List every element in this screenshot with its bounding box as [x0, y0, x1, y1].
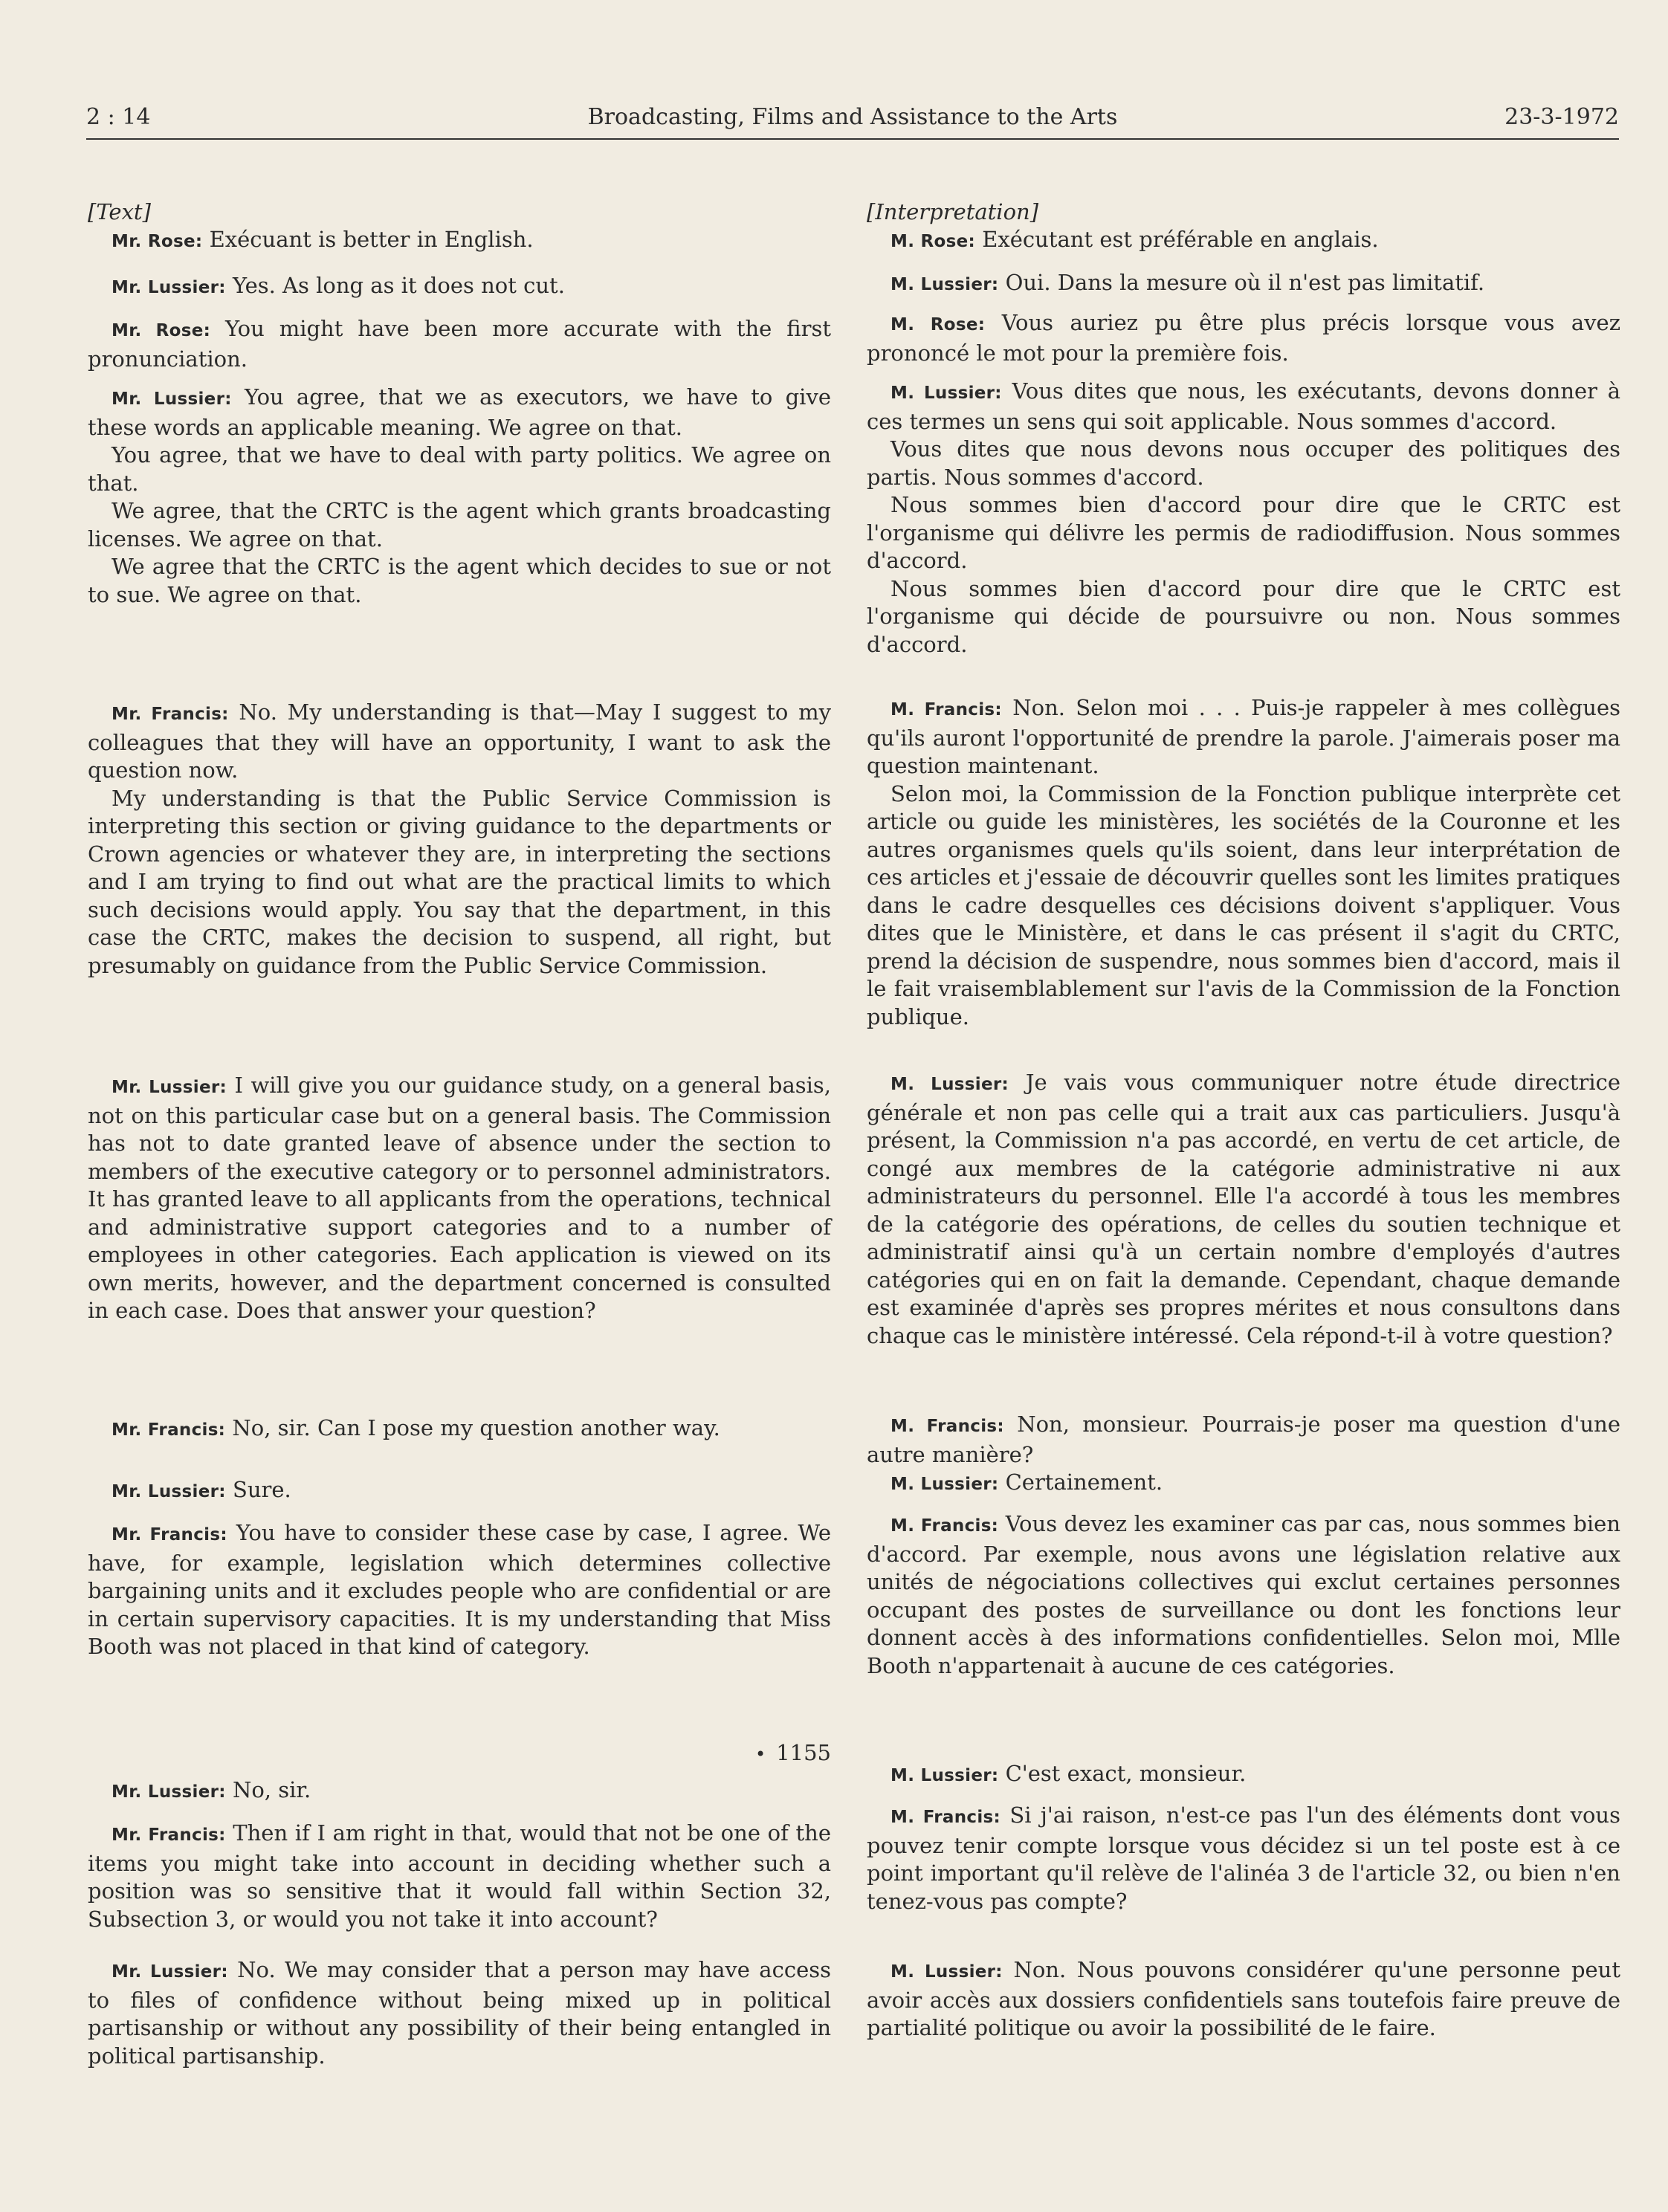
speaker-name: M. Lussier: — [890, 1766, 999, 1785]
paragraph — [88, 1776, 831, 1807]
speaker-name: M. Francis: — [890, 1417, 1004, 1436]
paragraph-text: Nous sommes bien d'accord pour dire que le CRTC est l'organisme qui délivre les permis de radiodiffusion. Nous sommes d'accord. — [867, 492, 1620, 573]
paragraph-text: C'est exact, monsieur. — [998, 1761, 1247, 1786]
paragraph-text: Certainement. — [998, 1469, 1163, 1495]
section-label: [Interpretation] — [867, 199, 1039, 224]
paragraph-text: We agree, that the CRTC is the agent which grants broadcasting licenses. We agree on that. — [88, 498, 831, 552]
paragraph — [88, 315, 831, 373]
paragraph — [867, 1469, 1620, 1499]
header-date: 23-3-1972 — [1504, 104, 1619, 130]
paragraph-text: Exécutant est préférable en anglais. — [975, 227, 1379, 252]
paragraph — [88, 1956, 831, 2070]
paragraph-text: You agree, that we as executors, we have to give these words an applicable meaning. We agree on that. — [88, 384, 831, 440]
speaker-name: Mr. Lussier: — [111, 1078, 227, 1097]
paragraph — [88, 1820, 831, 1933]
page-number: 2 : 14 — [86, 104, 151, 130]
paragraph-text: No, sir. — [225, 1777, 311, 1802]
speaker-name: Mr. Lussier: — [111, 1482, 226, 1501]
paragraph-text: Vous devez les examiner cas par cas, nous sommes bien d'accord. Par exemple, nous avons une législation relative aux unités de négociations collectives qui exclut certaines personnes occupant des postes de surveillance ou dont les fonctions leur donnent accès à des informations confidentielles. Selon moi, Mlle Booth n'appartenait à aucune de ces catégories. — [867, 1511, 1620, 1678]
paragraph-text: No. We may consider that a person may have access to files of confidence without being mixed up in political partisanship or without any possibility of their being entangled in political partisanship. — [88, 1957, 831, 2069]
paragraph-text: Si j'ai raison, n'est-ce pas l'un des éléments dont vous pouvez tenir compte lorsque vous décidez si un tel poste est à ce point important qu'il relève de l'alinéa 3 de l'article 32, ou bien n'en tenez-vous pas compte? — [867, 1802, 1620, 1914]
speaker-name: Mr. Francis: — [111, 1525, 227, 1545]
paragraph-text: You might have been more accurate with the first pronunciation. — [88, 316, 831, 372]
speaker-name: Mr. Lussier: — [111, 1782, 226, 1802]
paragraph — [88, 699, 831, 980]
paragraph — [867, 1069, 1620, 1350]
paragraph-text: Vous auriez pu être plus précis lorsque vous avez prononcé le mot pour la première fois. — [867, 310, 1620, 366]
paragraph-text: Oui. Dans la mesure où il n'est pas limitatif. — [998, 270, 1485, 295]
speaker-name: Mr. Lussier: — [111, 278, 226, 297]
paragraph — [88, 1072, 831, 1325]
speaker-name: Mr. Francis: — [111, 705, 229, 724]
paragraph — [867, 309, 1620, 367]
paragraph — [867, 694, 1620, 1031]
paragraph-text: Vous dites que nous devons nous occuper des politiques des partis. Nous sommes d'accord. — [867, 436, 1620, 490]
paragraph — [867, 378, 1620, 659]
publication-title: Broadcasting, Films and Assistance to the Arts — [587, 104, 1118, 130]
paragraph-text: My understanding is that the Public Service Commission is interpreting this section or giving guidance to the departments or Crown agencies or whatever they are, in interpreting the sections and I am trying to find out what are the practical limits to which such decisions would apply. You say that the department, in this case the CRTC, makes the decision to suspend, all right, but presumably on guidance from the Public Service Commission. — [88, 785, 831, 978]
section-label: [Text] — [88, 199, 151, 224]
paragraph-text: Je vais vous communiquer notre étude directrice générale et non pas celle qui a trait aux cas particuliers. Jusqu'à présent, la Commission n'a pas accordé, en vertu de cet article, de congé aux membres de la catégorie administrative ni aux administrateurs du personnel. Elle l'a accordé à tous les membres de la catégorie des opérations, de celles du soutien technique et administratif ainsi qu'à un certain nombre d'employés d'autres catégories qui en on fait la demande. Cependant, chaque demande est examinée d'après ses propres mérites et nous consultons dans chaque cas le ministère intéressé. Cela répond-t-il à votre question? — [867, 1070, 1620, 1348]
paragraph — [88, 384, 831, 609]
speaker-name: Mr. Lussier: — [111, 1962, 228, 1982]
paragraph — [88, 1414, 831, 1445]
speaker-name: M. Lussier: — [890, 1962, 1003, 1982]
paragraph-text: Sure. — [225, 1477, 291, 1502]
speaker-name: M. Lussier: — [890, 275, 999, 294]
paragraph-text: Exécuant is better in English. — [202, 227, 534, 252]
time-marker: • 1155 — [755, 1739, 831, 1768]
paragraph-text: Non. Nous pouvons considérer qu'une personne peut avoir accès aux dossiers confidentiels sans toutefois faire preuve de partialité politique ou avoir la possibilité de le faire. — [867, 1957, 1620, 2040]
speaker-name: M. Francis: — [890, 1516, 999, 1536]
paragraph-text: You agree, that we have to deal with party politics. We agree on that. — [88, 442, 831, 496]
paragraph-text: No. My understanding is that—May I suggest to my colleagues that they will have an opportunity, I want to ask the question now. — [88, 699, 831, 783]
paragraph — [867, 1802, 1620, 1915]
speaker-name: M. Francis: — [890, 1808, 1001, 1827]
speaker-name: M. Francis: — [890, 700, 1002, 719]
paragraph — [867, 226, 1620, 256]
speaker-name: Mr. Rose: — [111, 232, 203, 251]
speaker-name: Mr. Rose: — [111, 321, 211, 340]
paragraph-text: Yes. As long as it does not cut. — [225, 273, 565, 298]
speaker-name: Mr. Francis: — [111, 1825, 226, 1845]
paragraph-text: Nous sommes bien d'accord pour dire que le CRTC est l'organisme qui décide de poursuivre ou non. Nous sommes d'accord. — [867, 575, 1620, 657]
paragraph — [88, 272, 831, 303]
speaker-name: M. Lussier: — [890, 1475, 999, 1494]
paragraph — [867, 269, 1620, 300]
paragraph-text: Non, monsieur. Pourrais-je poser ma question d'une autre manière? — [867, 1411, 1620, 1467]
speaker-name: M. Rose: — [890, 315, 986, 334]
speaker-name: M. Lussier: — [890, 1075, 1009, 1094]
paragraph — [88, 226, 831, 256]
paragraph-text: No, sir. Can I pose my question another way. — [225, 1415, 720, 1440]
paragraph — [867, 1411, 1620, 1469]
speaker-name: M. Lussier: — [890, 384, 1002, 403]
paragraph — [88, 1476, 831, 1507]
paragraph-text: You have to consider these case by case, I agree. We have, for example, legislation which determines collective bargaining units and it excludes people who are confidential or are in certain supervisory capacities. It is my understanding that Miss Booth was not placed in that kind of category. — [88, 1520, 831, 1659]
speaker-name: M. Rose: — [890, 232, 976, 251]
paragraph — [867, 1510, 1620, 1680]
paragraph — [867, 1956, 1620, 2043]
paragraph-text: Vous dites que nous, les exécutants, devons donner à ces termes un sens qui soit applicable. Nous sommes d'accord. — [867, 378, 1620, 434]
paragraph-text: Then if I am right in that, would that not be one of the items you might take into account in deciding whether such a position was so sensitive that it would fall within Section 32, Subsection 3, or would you not take it into account? — [88, 1820, 831, 1932]
running-header — [86, 104, 1619, 140]
paragraph — [867, 1760, 1620, 1791]
paragraph — [88, 1519, 831, 1661]
paragraph-text: I will give you our guidance study, on a general basis, not on this particular case but on a general basis. The Commission has not to date granted leave of absence under the section to members of the executive category or to personnel administrators. It has granted leave to all applicants from the operations, technical and administrative support categories and to a number of employees in other categories. Each application is viewed on its own merits, however, and the department concerned is consulted in each case. Does that answer your question? — [88, 1073, 831, 1323]
speaker-name: Mr. Lussier: — [111, 389, 232, 409]
paragraph-text: Non. Selon moi . . . Puis-je rappeler à mes collègues qu'ils auront l'opportunité de prendre la parole. J'aimerais poser ma question maintenant. — [867, 695, 1620, 778]
paragraph-text: Selon moi, la Commission de la Fonction publique interprète cet article ou guide les ministères, les sociétés de la Couronne et les autres organismes quels qu'ils soient, dans leur interprétation de ces articles et j'essaie de découvrir quelles sont les limites pratiques dans le cadre desquelles ces décisions doivent s'appliquer. Vous dites que le Ministère, et dans le cas présent il s'agit du CRTC, prend la décision de suspendre, nous sommes bien d'accord, mais il le fait vraisemblablement sur l'avis de la Commission de la Fonction publique. — [867, 780, 1620, 1029]
speaker-name: Mr. Francis: — [111, 1420, 226, 1440]
paragraph-text: We agree that the CRTC is the agent which decides to sue or not to sue. We agree on that. — [88, 554, 831, 607]
bullet-icon: • — [755, 1744, 766, 1765]
